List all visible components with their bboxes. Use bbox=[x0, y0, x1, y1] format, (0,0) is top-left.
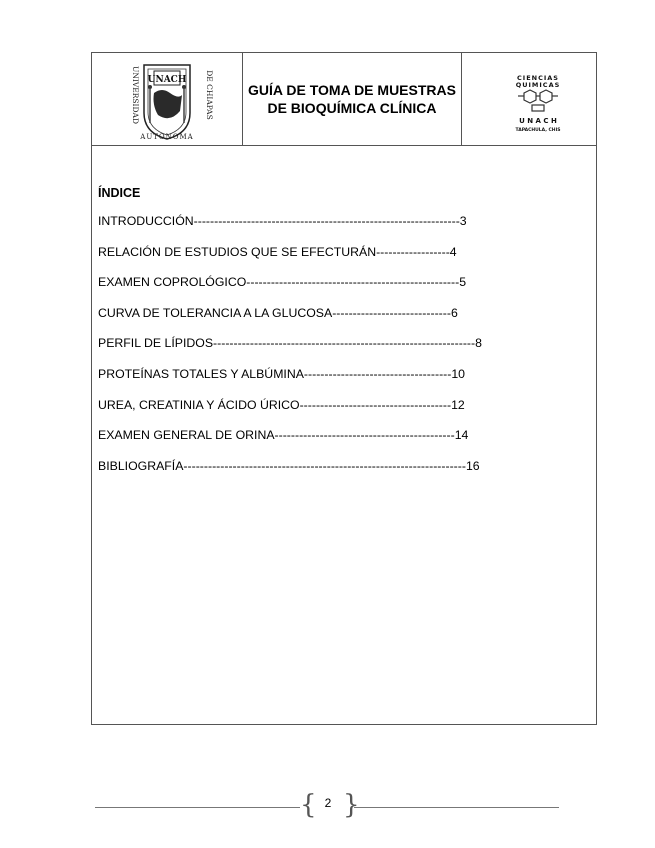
toc-entry: PROTEÍNAS TOTALES Y ALBÚMINA------------------------------------10 bbox=[98, 366, 466, 381]
footer-rule-right bbox=[354, 807, 559, 808]
left-brace-icon: { bbox=[300, 790, 317, 820]
faculty-logo-line2: QUIMICAS bbox=[515, 81, 561, 89]
toc-entry: EXAMEN GENERAL DE ORINA--------------------------------------------14 bbox=[98, 428, 469, 443]
index-heading: ÍNDICE bbox=[98, 186, 141, 200]
university-logo-cell bbox=[92, 53, 243, 145]
faculty-logo-cell bbox=[462, 53, 596, 145]
chemistry-faculty-logo-icon bbox=[462, 53, 596, 145]
faculty-logo-line4: TAPACHULA, CHIS bbox=[515, 128, 561, 133]
toc-entry: PERFIL DE LÍPIDOS----------------------------------------------------------------8 bbox=[98, 336, 482, 351]
university-seal-icon bbox=[92, 53, 242, 145]
seal-side-text-right: DE CHIAPAS bbox=[205, 70, 214, 120]
footer-rule-left bbox=[95, 807, 300, 808]
document-title: GUÍA DE TOMA DE MUESTRAS DE BIOQUÍMICA CLÍNICA bbox=[248, 82, 456, 116]
document-header bbox=[92, 53, 596, 146]
toc-entry: BIBLIOGRAFÍA---------------------------------------------------------------------16 bbox=[98, 458, 480, 473]
right-brace-icon: } bbox=[343, 790, 360, 820]
seal-bottom-text: AUTONOMA bbox=[140, 133, 194, 141]
page-frame bbox=[91, 52, 597, 725]
faculty-logo-line3: U N A C H bbox=[519, 117, 557, 125]
toc-entry: RELACIÓN DE ESTUDIOS QUE SE EFECTURÁN------------------4 bbox=[98, 244, 457, 259]
table-of-contents bbox=[98, 213, 488, 488]
seal-side-text-left: UNIVERSIDAD bbox=[131, 66, 140, 124]
faculty-logo-line1: CIENCIAS bbox=[517, 74, 559, 82]
toc-entry: CURVA DE TOLERANCIA A LA GLUCOSA-----------------------------6 bbox=[98, 305, 458, 320]
toc-entry: INTRODUCCIÓN-----------------------------------------------------------------3 bbox=[98, 214, 467, 228]
seal-top-text: UNACH bbox=[147, 75, 187, 85]
toc-entry: EXAMEN COPROLÓGICO----------------------------------------------------5 bbox=[98, 275, 467, 290]
title-cell bbox=[243, 53, 462, 145]
page-number: 2 bbox=[324, 796, 332, 810]
toc-entry: UREA, CREATINIA Y ÁCIDO ÚRICO-------------------------------------12 bbox=[98, 397, 465, 412]
